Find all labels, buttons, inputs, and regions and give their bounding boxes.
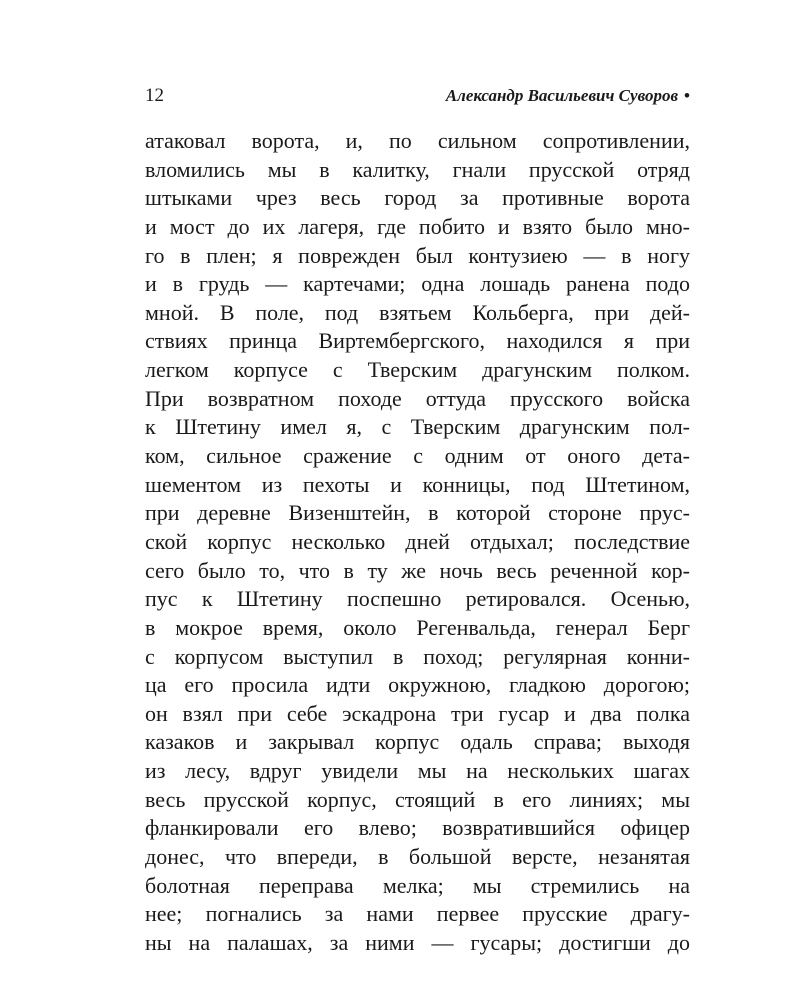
text-line: При возвратном походе оттуда прусского войска [145, 385, 690, 411]
text-line: нее; погнались за нами первее прусские драгу- [145, 901, 690, 927]
text-line: атаковал ворота, и, по сильном сопротивлении, [145, 128, 690, 153]
text-line: ком, сильное сражение с одним от оного дета- [145, 443, 690, 469]
text-line: донес, что впереди, в большой версте, незанятая [145, 844, 690, 870]
text-line: ца его просила идти окружною, гладкою дорогою; [145, 672, 690, 698]
text-line: из лесу, вдруг увидели мы на нескольких шагах [145, 758, 690, 784]
text-line: шементом из пехоты и конницы, под Штетином, [145, 471, 690, 497]
text-line: и мост до их лагеря, где побито и взято было мно- [145, 213, 690, 239]
text-line: весь прусской корпус, стоящий в его линиях; мы [145, 786, 690, 812]
text-line: сего было то, что в ту же ночь весь реченной кор- [145, 557, 690, 583]
text-line: пус к Штетину поспешно ретировался. Осенью, [145, 586, 690, 612]
text-line: в мокрое время, около Регенвальда, генерал Берг [145, 614, 690, 640]
text-line: при деревне Визенштейн, в которой стороне прус- [145, 500, 690, 526]
text-line: с корпусом выступил в поход; регулярная конни- [145, 643, 690, 669]
text-line: легком корпусе с Тверским драгунским полком. [145, 357, 690, 383]
text-line: штыками чрез весь город за противные ворота [145, 185, 690, 211]
text-line: болотная переправа мелка; мы стремились на [145, 872, 690, 898]
text-line: фланкировали его влево; возвратившийся офицер [145, 815, 690, 841]
text-line: ны на палашах, за ними — гусары; достигши до [145, 929, 690, 955]
text-line: казаков и закрывал корпус одаль справа; выходя [145, 729, 690, 755]
running-head [145, 82, 690, 110]
text-line: го в плен; я поврежден был контузиею — в ногу [145, 242, 690, 268]
text-line: мной. В поле, под взятьем Кольберга, при дей- [145, 299, 690, 325]
page-number: 12 [145, 85, 164, 106]
body-text [145, 127, 690, 958]
text-line: ствиях принца Виртембергского, находился я при [145, 328, 690, 354]
text-line: вломились мы в калитку, гнали прусской отряд [145, 156, 690, 182]
running-title-text: Александр Васильевич Суворов [445, 86, 679, 105]
text-line: ской корпус несколько дней отдыхал; последствие [145, 528, 690, 554]
text-line: и в грудь — картечами; одна лошадь ранена подо [145, 271, 690, 297]
header-bullet: • [684, 86, 690, 105]
running-title [446, 82, 690, 110]
text-line: он взял при себе эскадрона три гусар и два полка [145, 700, 690, 726]
text-line: к Штетину имел я, с Тверским драгунским пол- [145, 414, 690, 440]
